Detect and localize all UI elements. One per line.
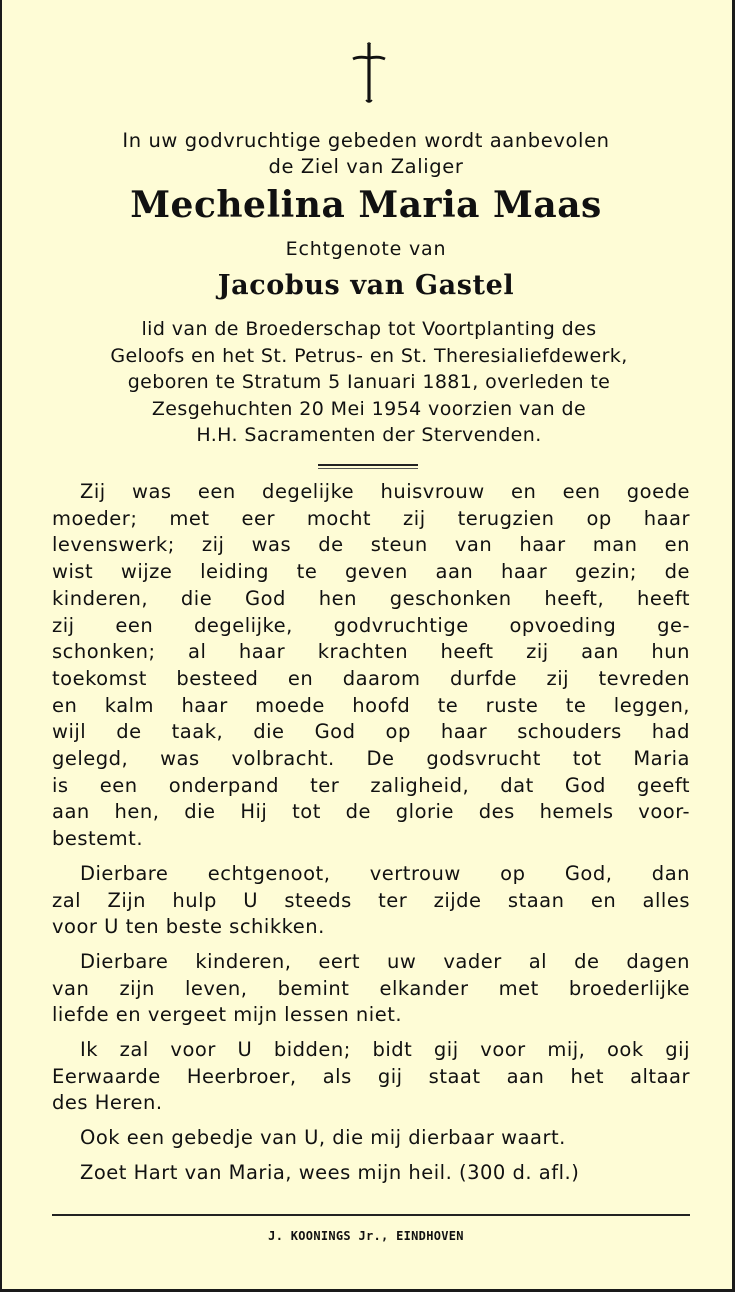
details-line: Zesgehuchten 20 Mei 1954 voorzien van de — [151, 397, 587, 420]
paragraph-line: Dierbare echtgenoot, vertrouw op God, dan — [80, 861, 690, 885]
details-line: Geloofs en het St. Petrus- en St. Theresialiefdewerk, — [110, 344, 628, 367]
paragraph-line: voor U ten beste schikken. — [52, 915, 325, 939]
paragraph-line: Zij was een degelijke huisvrouw en een goede — [80, 480, 690, 503]
paragraph-line: Dierbare kinderen, eert uw vader al de dagen — [80, 949, 690, 973]
paragraph-line: Ik zal voor U bidden; bidt gij voor mij, ook gij — [80, 1038, 690, 1062]
paragraph — [52, 1037, 690, 1117]
cross-icon — [349, 42, 389, 104]
paragraph-line: wijl de taak, die God op haar schouders had — [52, 720, 690, 744]
biographical-details — [44, 316, 694, 449]
paragraph-line: gelegd, was volbracht. De godsvrucht tot Maria — [52, 747, 690, 771]
memorial-text — [52, 479, 690, 1195]
paragraph-line: levenswerk; zij was de steun van haar man en — [52, 533, 690, 557]
intro-text — [30, 128, 702, 180]
details-line: geboren te Stratum 5 Ianuari 1881, overleden te — [127, 371, 611, 393]
details-line: lid van de Broederschap tot Voortplanting des — [141, 318, 597, 340]
paragraph-line: zal Zijn hulp U steeds ter zijde staan en alles — [52, 888, 690, 912]
spouse-intro: Echtgenote van — [285, 238, 447, 260]
paragraph-line: des Heren. — [52, 1091, 163, 1115]
paragraph-line: bestemt. — [52, 827, 144, 851]
paragraph-line: en kalm haar moede hoofd te ruste te leggen, — [52, 693, 690, 717]
paragraph-line: kinderen, die God hen geschonken heeft, heeft — [52, 586, 690, 610]
footer-rule — [52, 1214, 690, 1216]
details-line: H.H. Sacramenten der Stervenden. — [196, 424, 542, 446]
paragraph-line: aan hen, die Hij tot de glorie des hemels voor- — [52, 800, 690, 824]
paragraph — [52, 861, 690, 941]
paragraph-line: is een onderpand ter zaligheid, dat God geeft — [52, 773, 690, 797]
paragraph-line: moeder; met eer mocht zij terugzien op haar — [52, 506, 690, 530]
intro-line-1: In uw godvruchtige gebeden wordt aanbevolen — [122, 129, 610, 152]
paragraph — [52, 1160, 690, 1187]
paragraph-line: Ook een gebedje van U, die mij dierbaar waart. — [80, 1126, 566, 1150]
intro-line-2: de Ziel van Zaliger — [268, 155, 464, 178]
separator-rule — [318, 464, 418, 469]
printer-credit: J. KOONINGS Jr., EINDHOVEN — [268, 1229, 464, 1243]
paragraph-line: zij een degelijke, godvruchtige opvoeding ge- — [52, 613, 690, 637]
paragraph — [52, 1125, 690, 1152]
paragraph-line: Zoet Hart van Maria, wees mijn heil. (300 d. afl.) — [80, 1160, 580, 1184]
spouse-name: Jacobus van Gastel — [217, 270, 515, 301]
paragraph-line: liefde en vergeet mijn lessen niet. — [52, 1003, 403, 1027]
paragraph-line: toekomst besteed en daarom durfde zij tevreden — [52, 666, 690, 690]
paragraph-line: wist wijze leiding te geven aan haar gezin; de — [52, 560, 690, 584]
paragraph-line: schonken; al haar krachten heeft zij aan hun — [52, 640, 690, 664]
paragraph — [52, 479, 690, 853]
paragraph-line: van zijn leven, bemint elkander met broederlijke — [52, 976, 690, 1000]
paragraph-line: Eerwaarde Heerbroer, als gij staat aan het altaar — [52, 1064, 690, 1088]
deceased-name: Mechelina Maria Maas — [130, 184, 602, 226]
paragraph — [52, 949, 690, 1029]
